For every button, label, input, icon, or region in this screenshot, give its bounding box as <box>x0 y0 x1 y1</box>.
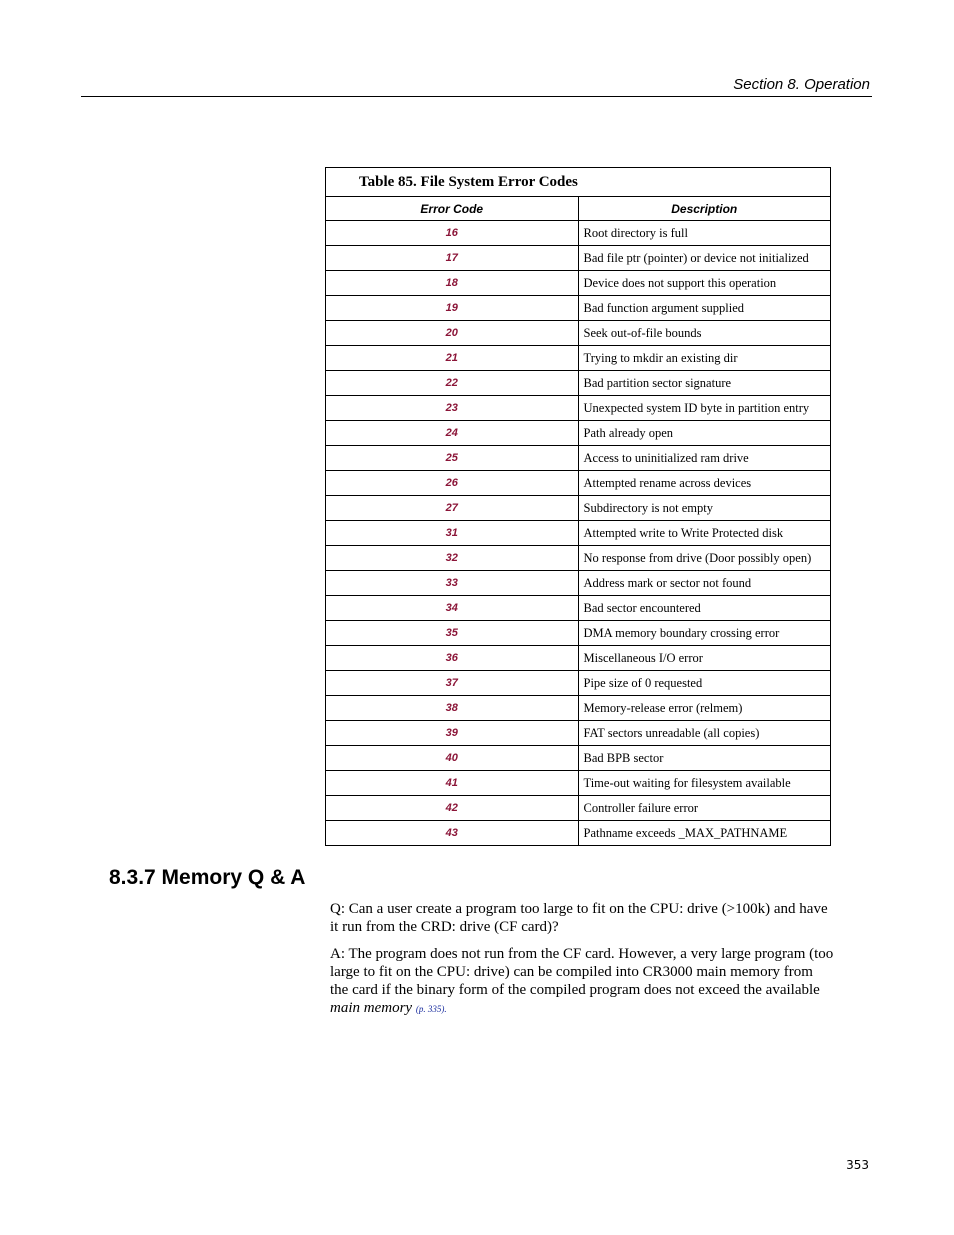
table-row <box>326 496 831 521</box>
header-rule <box>81 96 872 97</box>
error-description: Attempted write to Write Protected disk <box>578 521 831 546</box>
error-code: 41 <box>326 771 579 796</box>
error-code: 16 <box>326 221 579 246</box>
error-description: Root directory is full <box>578 221 831 246</box>
error-code: 35 <box>326 621 579 646</box>
error-code: 40 <box>326 746 579 771</box>
error-code: 38 <box>326 696 579 721</box>
error-code: 18 <box>326 271 579 296</box>
error-description: FAT sectors unreadable (all copies) <box>578 721 831 746</box>
error-description: Path already open <box>578 421 831 446</box>
error-description: Pipe size of 0 requested <box>578 671 831 696</box>
table-row <box>326 596 831 621</box>
error-code: 20 <box>326 321 579 346</box>
table-row <box>326 396 831 421</box>
error-description: Trying to mkdir an existing dir <box>578 346 831 371</box>
table-row <box>326 346 831 371</box>
table-row <box>326 571 831 596</box>
error-code: 19 <box>326 296 579 321</box>
error-code: 27 <box>326 496 579 521</box>
table-row <box>326 271 831 296</box>
table-row <box>326 621 831 646</box>
answer-end-punctuation: . <box>444 1004 447 1014</box>
error-codes-table <box>325 167 831 846</box>
error-code: 37 <box>326 671 579 696</box>
glossary-term-main-memory: main memory <box>330 1000 413 1016</box>
table-row <box>326 371 831 396</box>
error-description: No response from drive (Door possibly open) <box>578 546 831 571</box>
page-number: 353 <box>846 1158 869 1172</box>
error-description: Subdirectory is not empty <box>578 496 831 521</box>
page-cross-reference-link[interactable]: (p. 335) <box>415 1004 445 1014</box>
error-description: Miscellaneous I/O error <box>578 646 831 671</box>
error-description: Unexpected system ID byte in partition entry <box>578 396 831 421</box>
error-code: 39 <box>326 721 579 746</box>
table-row <box>326 296 831 321</box>
table-row <box>326 646 831 671</box>
table-row <box>326 746 831 771</box>
error-description: Pathname exceeds _MAX_PATHNAME <box>578 821 831 846</box>
error-code: 32 <box>326 546 579 571</box>
error-description: Bad file ptr (pointer) or device not initialized <box>578 246 831 271</box>
error-description: Time-out waiting for filesystem available <box>578 771 831 796</box>
error-code: 25 <box>326 446 579 471</box>
error-description: Access to uninitialized ram drive <box>578 446 831 471</box>
error-description: Bad function argument supplied <box>578 296 831 321</box>
table-row <box>326 446 831 471</box>
running-header: Section 8. Operation <box>733 76 870 93</box>
answer-paragraph <box>330 945 835 1018</box>
table-row <box>326 421 831 446</box>
error-description: Address mark or sector not found <box>578 571 831 596</box>
error-code: 34 <box>326 596 579 621</box>
error-description: Attempted rename across devices <box>578 471 831 496</box>
table-row <box>326 546 831 571</box>
error-code: 21 <box>326 346 579 371</box>
error-description: Seek out-of-file bounds <box>578 321 831 346</box>
error-code: 42 <box>326 796 579 821</box>
error-description: Memory-release error (relmem) <box>578 696 831 721</box>
table-body <box>326 221 831 846</box>
error-code: 43 <box>326 821 579 846</box>
error-code: 24 <box>326 421 579 446</box>
error-description: DMA memory boundary crossing error <box>578 621 831 646</box>
table-row <box>326 771 831 796</box>
error-description: Bad sector encountered <box>578 596 831 621</box>
column-header-error-code: Error Code <box>326 197 579 221</box>
section-heading: 8.3.7 Memory Q & A <box>109 866 306 889</box>
error-codes-table-container <box>325 167 831 846</box>
table-row <box>326 821 831 846</box>
error-description: Device does not support this operation <box>578 271 831 296</box>
error-code: 31 <box>326 521 579 546</box>
error-description: Bad BPB sector <box>578 746 831 771</box>
column-header-description: Description <box>578 197 831 221</box>
error-code: 23 <box>326 396 579 421</box>
answer-text: A: The program does not run from the CF card. However, a very large program (too large to fit on the CPU: drive) can be compiled into CR3000 main memory from the card if the binary form of the compiled program does not exceed the available <box>330 946 834 998</box>
table-row <box>326 796 831 821</box>
error-code: 36 <box>326 646 579 671</box>
question-paragraph: Q: Can a user create a program too large to fit on the CPU: drive (>100k) and have it run from the CRD: drive (CF card)? <box>330 901 828 935</box>
table-row <box>326 246 831 271</box>
table-row <box>326 671 831 696</box>
table-row <box>326 521 831 546</box>
error-code: 33 <box>326 571 579 596</box>
error-code: 17 <box>326 246 579 271</box>
error-description: Controller failure error <box>578 796 831 821</box>
error-code: 22 <box>326 371 579 396</box>
table-row <box>326 321 831 346</box>
table-row <box>326 696 831 721</box>
table-row <box>326 721 831 746</box>
error-code: 26 <box>326 471 579 496</box>
table-row <box>326 471 831 496</box>
table-caption: Table 85. File System Error Codes <box>326 168 831 197</box>
table-row <box>326 221 831 246</box>
error-description: Bad partition sector signature <box>578 371 831 396</box>
